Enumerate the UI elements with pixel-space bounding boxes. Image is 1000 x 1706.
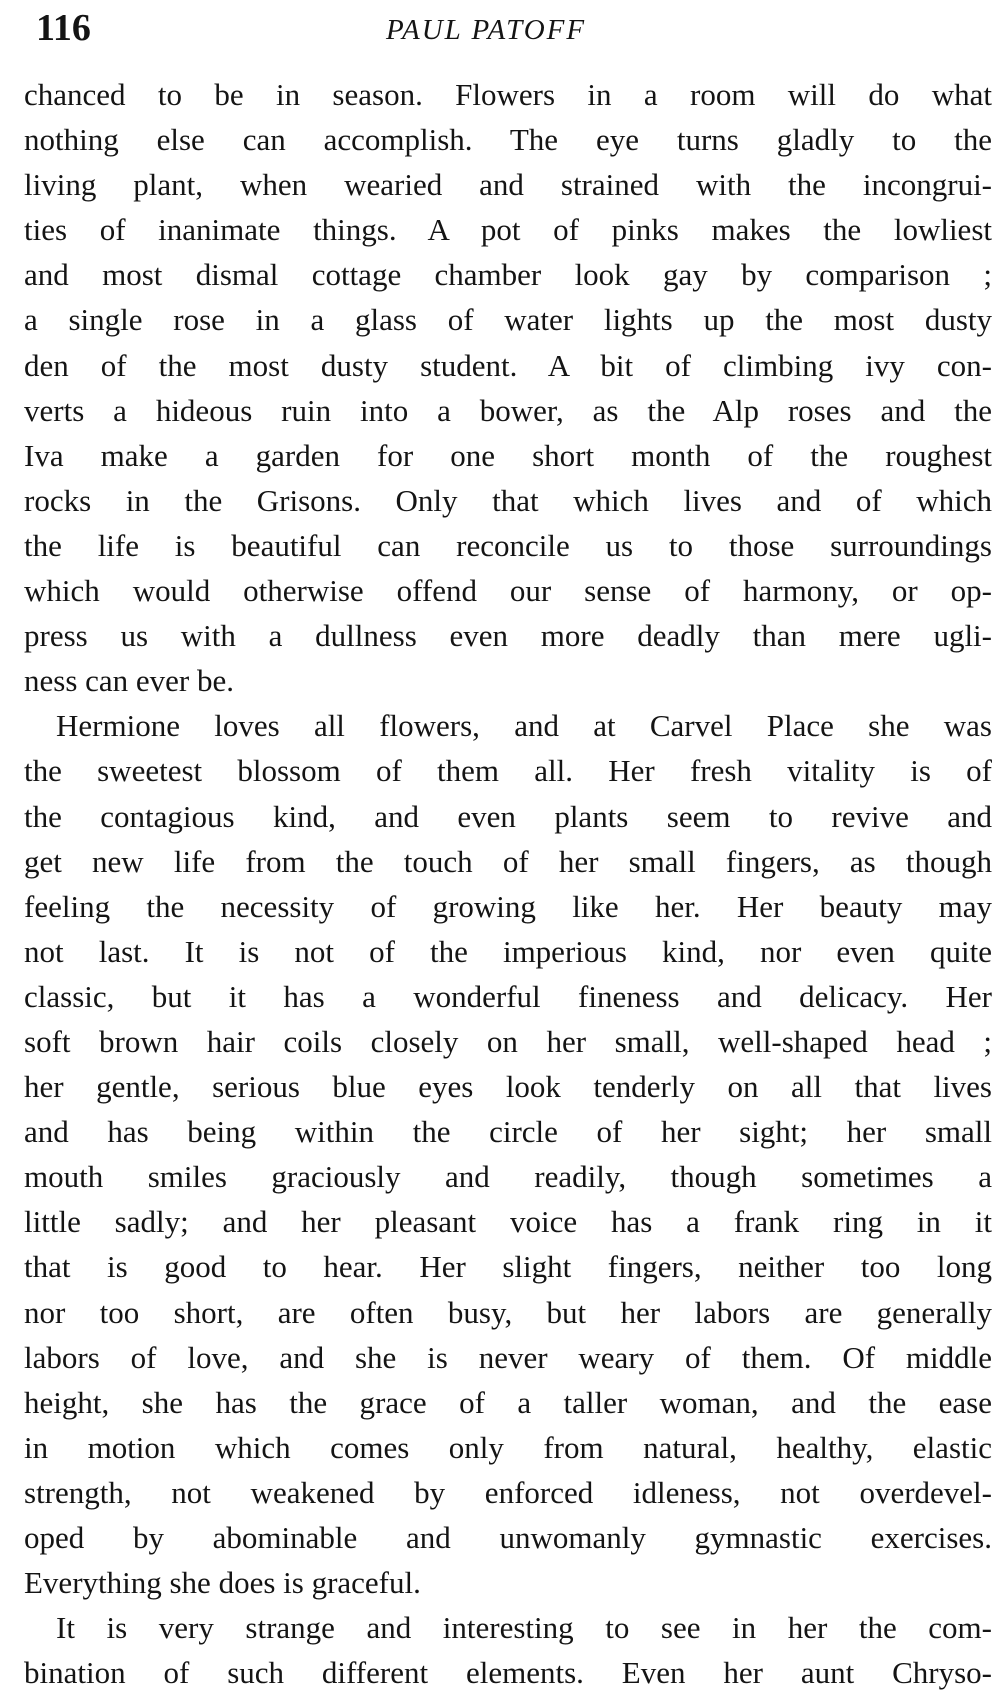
text-line: in motion which comes only from natural, healthy, elastic: [24, 1429, 992, 1465]
text-line: which would otherwise offend our sense of harmony, or op-: [24, 573, 992, 609]
text-line: soft brown hair coils closely on her small, well-shaped head ;: [24, 1023, 992, 1059]
text-line: height, she has the grace of a taller woman, and the ease: [24, 1384, 992, 1420]
text-line: nor too short, are often busy, but her labors are generally: [24, 1294, 992, 1330]
text-line: classic, but it has a wonderful fineness and delicacy. Her: [24, 978, 992, 1014]
text-line: get new life from the touch of her small fingers, as though: [24, 843, 992, 879]
running-title: PAUL PATOFF: [386, 14, 587, 46]
paragraph-3: [24, 1605, 992, 1695]
text-line: feeling the necessity of growing like her. Her beauty may: [24, 888, 992, 924]
text-line: not last. It is not of the imperious kind, nor even quite: [24, 933, 992, 969]
text-line: verts a hideous ruin into a bower, as the Alp roses and the: [24, 392, 992, 428]
text-line: little sadly; and her pleasant voice has a frank ring in it: [24, 1204, 992, 1240]
text-line: Iva make a garden for one short month of the roughest: [24, 437, 992, 473]
text-line: mouth smiles graciously and readily, though sometimes a: [24, 1159, 992, 1195]
text-line: ness can ever be.: [24, 663, 235, 699]
text-line: and has being within the circle of her sight; her small: [24, 1114, 992, 1150]
paragraph-2: [24, 703, 992, 1605]
text-line: the contagious kind, and even plants seem to revive and: [24, 798, 992, 834]
text-line: that is good to hear. Her slight fingers, neither too long: [24, 1249, 992, 1285]
text-line: den of the most dusty student. A bit of climbing ivy con-: [24, 347, 992, 383]
text-line: living plant, when wearied and strained with the incongrui-: [24, 167, 992, 203]
text-line: the life is beautiful can reconcile us to those surroundings: [24, 527, 992, 563]
page-header: [36, 4, 956, 52]
text-line: bination of such different elements. Even her aunt Chryso-: [24, 1655, 992, 1691]
text-line: labors of love, and she is never weary of them. Of middle: [24, 1339, 992, 1375]
body-text: [24, 72, 992, 1695]
text-line: the sweetest blossom of them all. Her fresh vitality is of: [24, 753, 992, 789]
text-line: nothing else can accomplish. The eye turns gladly to the: [24, 122, 992, 158]
text-line: Hermione loves all flowers, and at Carvel Place she was: [56, 708, 992, 744]
text-line: press us with a dullness even more deadly than mere ugli-: [24, 618, 992, 654]
text-line: and most dismal cottage chamber look gay by comparison ;: [24, 257, 992, 293]
text-line: a single rose in a glass of water lights up the most dusty: [24, 302, 992, 338]
text-line: It is very strange and interesting to see in her the com-: [56, 1610, 992, 1646]
paragraph-1: [24, 72, 992, 703]
text-line: her gentle, serious blue eyes look tenderly on all that lives: [24, 1069, 992, 1105]
text-line: strength, not weakened by enforced idleness, not overdevel-: [24, 1474, 992, 1510]
text-line: Everything she does is graceful.: [24, 1565, 421, 1601]
text-line: oped by abominable and unwomanly gymnastic exercises.: [24, 1520, 992, 1555]
text-line: rocks in the Grisons. Only that which lives and of which: [24, 482, 992, 518]
text-line: ties of inanimate things. A pot of pinks makes the lowliest: [24, 212, 992, 248]
page-number: 116: [36, 7, 91, 49]
text-line: chanced to be in season. Flowers in a room will do what: [24, 77, 992, 112]
